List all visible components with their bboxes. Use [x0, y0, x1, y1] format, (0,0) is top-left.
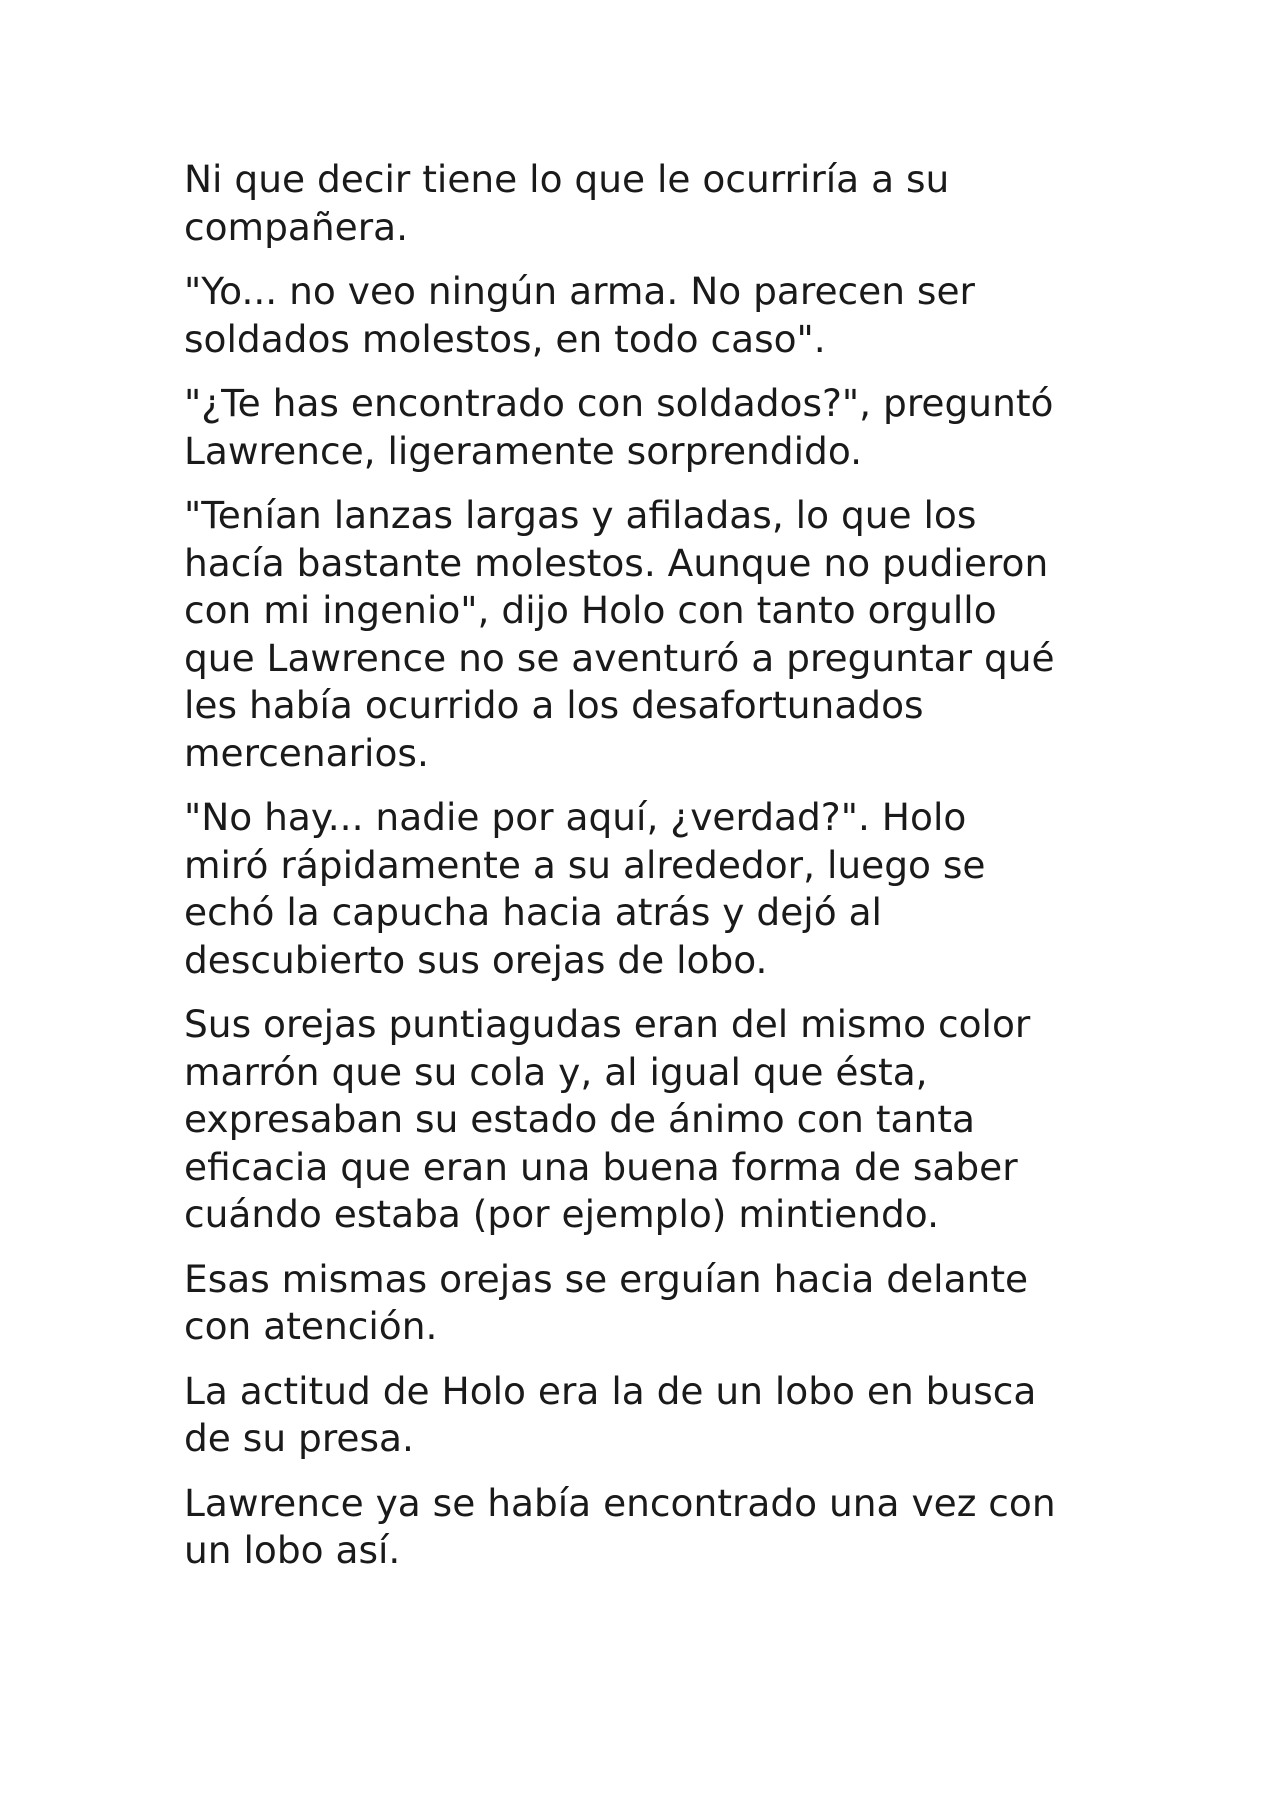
- paragraph-8: La actitud de Holo era la de un lobo en busca de su presa.: [184, 1368, 1037, 1460]
- paragraph-9: Lawrence ya se había encontrado una vez con un lobo así.: [184, 1480, 1056, 1572]
- paragraph-4: "Tenían lanzas largas y afiladas, lo que los hacía bastante molestos. Aunque no pudieron con mi ingenio", dijo Holo con tanto orgullo que Lawrence no se aventuró a preguntar qué les había ocurrido a los desafortunados mercenarios.: [184, 493, 1055, 775]
- paragraph-3: "¿Te has encontrado con soldados?", preguntó Lawrence, ligeramente sorprendido.: [184, 381, 1054, 473]
- paragraph-7: Esas mismas orejas se erguían hacia delante con atención.: [184, 1256, 1029, 1348]
- paragraph-2: "Yo... no veo ningún arma. No parecen ser soldados molestos, en todo caso".: [184, 269, 975, 361]
- paragraph-1: Ni que decir tiene lo que le ocurriría a su compañera.: [184, 157, 950, 249]
- paragraph-5: "No hay... nadie por aquí, ¿verdad?". Holo miró rápidamente a su alrededor, luego se echó la capucha hacia atrás y dejó al descubierto sus orejas de lobo.: [184, 795, 986, 982]
- paragraph-6: Sus orejas puntiagudas eran del mismo color marrón que su cola y, al igual que ésta, expresaban su estado de ánimo con tanta eficacia que eran una buena forma de saber cuándo estaba (por ejemplo) mintiendo.: [184, 1002, 1031, 1236]
- body-text: [184, 156, 1114, 1592]
